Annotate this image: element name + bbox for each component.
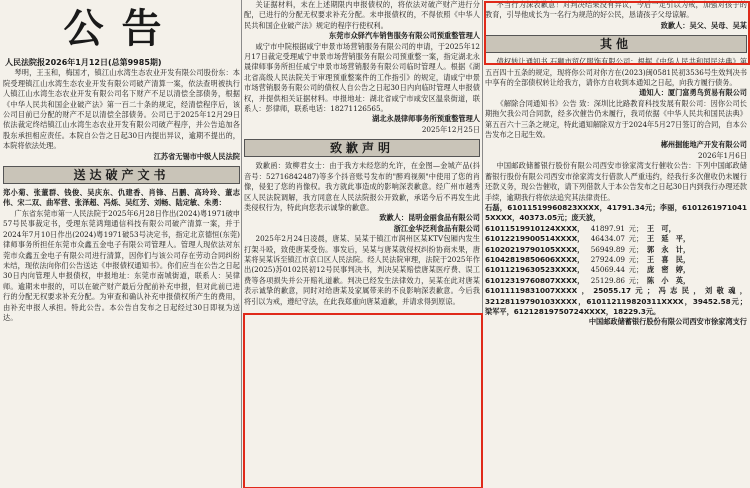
notice-text: 关证据材料，未在上述期限内申报债权的，将依法对破产财产进行分配，已进行的分配无权要求补充分配。未申报债权的，不得依照《中华人民共和国企业破产法》规定的程序行使权利。: [244, 0, 480, 30]
section-banner: [485, 35, 747, 53]
notice-text: 债权转让通知书 石狮市贸亿服饰有限公司：根据《中华人民共和国民法典》第五百四十五条的规定，现将你公司对你方在(2023)闽0581民初3536号生效判决书中享有的全部债权转让给我方，请你方自收到本通知之日起，向我方履行债务。: [485, 57, 747, 88]
notice-text: 致歉函：致柳君女士：由于我方未经您的允许，在金图—金城产品(抖音号：52716842487)等多个抖音账号发布的"醉鸡视频"中使用了您的肖像，侵犯了您的肖像权。我方就此事造成的影响深表歉意。经广州市越秀区人民法院调解，我方同意在人民法院报公开致歉，承诺今后不再发生此类侵权行为，特此向您表示诚挚的歉意。: [244, 161, 480, 212]
section-banner-title: 送达破产文书: [73, 168, 170, 183]
notice-signature: 致歉人：昆明金丽食品有限公司: [379, 213, 480, 223]
account-amount: 25129.86: [590, 275, 625, 285]
section-banner: [3, 166, 240, 184]
account-amount: 41897.91: [590, 223, 625, 233]
account-name: 王 喜 民，: [647, 254, 691, 264]
section-banner-title: 致歉声明: [329, 141, 394, 156]
account-unit: 元；: [628, 265, 644, 275]
account-number: 610123197608​07XXXX，: [485, 275, 585, 285]
account-row: [485, 255, 747, 265]
notice-signature: 江苏省无锡市中级人民法院: [153, 151, 240, 161]
account-number: 610122199005​14XXXX，: [485, 234, 585, 244]
notice-signature: 浙江金华泛利食品有限公司: [393, 223, 480, 233]
account-number: 610112196305​23XXXX，: [485, 265, 585, 275]
column-divider: [241, 0, 242, 488]
account-unit: 元；: [628, 234, 644, 244]
notice-text: 广东省东莞市第一人民法院于2025年6月28日作出(2024)粤1971破申57号民事裁定书，受理东莞鸿翔通信科技有限公司破产清算一案，并于2024年7月10日作出(2024)粤1971破53号决定书，指定北京德恒(东莞)律师事务所担任东莞市众鑫五金电子有限公司管理人。管理人现依法对东莞市众鑫五金电子有限公司进行清算，因你们与该公司存在劳动合同纠纷未结，现依法向你们公告送达《申报债权通知书》。你们应当在公告之日起30日内向管理人申报债权，申报地址：东莞市南城街道，联系人：吴律师。逾期未申报的，可以在破产财产最后分配前补充申报，但对此前已进行的分配无权要求补充分配。为审查和确认补充申报债权所产生的费用，由补充申报人承担。特此公告。本公告自发布之日起经过30日即视为送达。: [3, 208, 240, 322]
column-right: [485, 0, 747, 488]
account-name: 王 可，: [647, 223, 676, 233]
account-unit: 元；: [628, 223, 644, 233]
account-unit: 元；: [628, 275, 644, 285]
account-name: 郭 永 计，: [647, 244, 691, 254]
notice-date: 2026年1月6日: [697, 150, 747, 160]
notice-signature: 东莞市众驿汽车销售服务有限公司预重整管理人: [329, 31, 480, 41]
account-name: 陈 小 英，: [647, 275, 691, 285]
account-row: [485, 224, 747, 234]
account-unit: 元；: [628, 244, 644, 254]
column-divider: [482, 0, 483, 488]
notice-signature: 郴州掘能地产开发有限公司: [660, 140, 747, 150]
section-banner: [244, 139, 480, 157]
notice-text: 咸宁市中院根据咸宁申景市场营销服务有限公司的申请，于2025年12月17日裁定受理咸宁申景市场营销服务有限公司预重整一案，指定湖北永晟律师事务所担任咸宁申景市场营销服务有限公司临时管理人。根据《湖北省高级人民法院关于审理预重整案件的工作指引》的规定，请咸宁申景市场营销服务有限公司的债权人自公告之日起30日内向临时管理人申报债权，并提供相关证据材料。申报地址：湖北省咸宁市咸安区温泉街道，联系人：彭律师，联系电话：18271126565。: [244, 41, 480, 114]
notice-text: 中国邮政储蓄银行股份有限公司西安市徐家湾支行催收公告：下列中国邮政储蓄银行股份有限公司西安市徐家湾支行借款人严重违约，经我行多次催收仍未履行还款义务，现公告催收，请下列借款人于本公告发布之日起30日内到我行办理还款手续，逾期我行将依法追究其法律责任。: [485, 161, 747, 202]
section-banner-title: 其他: [599, 37, 632, 52]
account-amount: 46434.07: [590, 234, 625, 244]
account-name: 庞 密 婷，: [647, 265, 691, 275]
notice-signature: 通知人：厦门富勇鸟贸易有限公司: [639, 88, 747, 98]
notice-signature: 中国邮政储蓄银行股份有限公司西安市徐家湾支行: [588, 317, 747, 327]
column-middle: [244, 0, 480, 488]
account-amount: 56949.89: [590, 244, 625, 254]
recipient-names: 郑小菊、张董群、钱俊、吴庆东、仇建香、肖锋、吕鹏、高玲玲、董志伟、宋二双、曲军营、张泽超、冯烁、吴红芳、刘畅、陆定敏、朱勇：: [3, 188, 240, 208]
masthead-title: 公告: [63, 4, 180, 52]
account-name: 王 延 平，: [647, 234, 691, 244]
notice-signature: 湖北永晟律师事务所预重整管理人: [372, 114, 480, 124]
account-row: [485, 276, 747, 286]
account-list-tail: 6101111983100​7XXXX，25055.17元；冯志民，刘敬魂，3212811979010​3XXXX，61011211982031​1XXXX，39452.58元；梁军平，6121281975072​4XXXX，18229.3元。: [485, 286, 747, 316]
notice-text: 2025年2月24日凌晨，唐某、吴某于镇江市润州区某KTV包厢内发生打架斗殴，致使唐某受伤。事发后，吴某与唐某就侵权纠纷协商未果，唐某将吴某诉至镇江市京口区人民法院。经人民法院审理，法院于2025年作出(2025)苏0102民初12号民事判决书，判决吴某赔偿唐某医疗费、误工费等各项损失并公开赔礼道歉。判决已经发生法律效力，吴某在此对唐某表示诚挚的歉意，同时对给唐某及家属带来的不良影响深表歉意。今后我将引以为戒，遵纪守法，在此我郑重向唐某道歉，并请求得到原谅。: [244, 234, 480, 306]
account-list-head: 石磊，6101151996082​3XXXX，41791.34元；李丽，6101261971041​5XXXX，40373.05元；庞天波，: [485, 202, 747, 223]
notice-text: 不当行为深表歉意！对判决结果没有异议，今后一定引以为戒，加强对孩子的教育，引导他成长为一名行为规范的好公民，恳请孩子父母谅解。: [485, 0, 747, 20]
account-number: 610428198506​06XXXX，: [485, 254, 585, 264]
account-unit: 元；: [628, 254, 644, 264]
notice-signature: 致歉人：吴父、吴母、吴某: [660, 20, 747, 30]
account-amount: 45069.44: [590, 265, 625, 275]
notice-text: 《解除合同通知书》公告 致：深圳比比路教育科技发展有限公司：因你公司长期拖欠我公司合同款，经多次催告仍未履行，我司依据《中华人民共和国民法典》第五百六十三条之规定，特此通知解除双方于2024年5月27日签订的合同，自本公告发布之日起生效。: [485, 98, 747, 140]
account-number: 610115199101​24XXXX，: [485, 223, 585, 233]
column-left: [3, 0, 240, 488]
account-amount: 27924.09: [590, 254, 625, 264]
issue-line: 人民法院报2026年1月12日(总第9985期): [5, 58, 162, 67]
account-row: [485, 265, 747, 275]
account-row: [485, 245, 747, 255]
account-number: 610202197901​05XXXX，: [485, 244, 585, 254]
masthead: [3, 0, 240, 58]
account-row: [485, 234, 747, 244]
account-list: [485, 224, 747, 286]
notice-text: 琴明，王玉和，梅国才，镇江山水湾生态农业开发有限公司股份东：本院受理镇江山水湾生态农业开发有限公司破产清算一案，依法查明被执行人镇江山水湾生态农业开发有限公司名下财产不足以清偿全部债务，根据《中华人民共和国企业破产法》第一百二十条的规定，经清偿程序后，该公司目前已分配的财产不足以清偿全部债务。公司已于2025年12月29日依法裁定终结镇江山水湾生态农业开发有限公司破产程序，并公告追加各股东承担相应责任。本院自公告之日起30日内提出异议，逾期不提出的，本院将依法处理。: [3, 68, 240, 151]
notice-date: 2025年12月25日: [421, 124, 480, 134]
